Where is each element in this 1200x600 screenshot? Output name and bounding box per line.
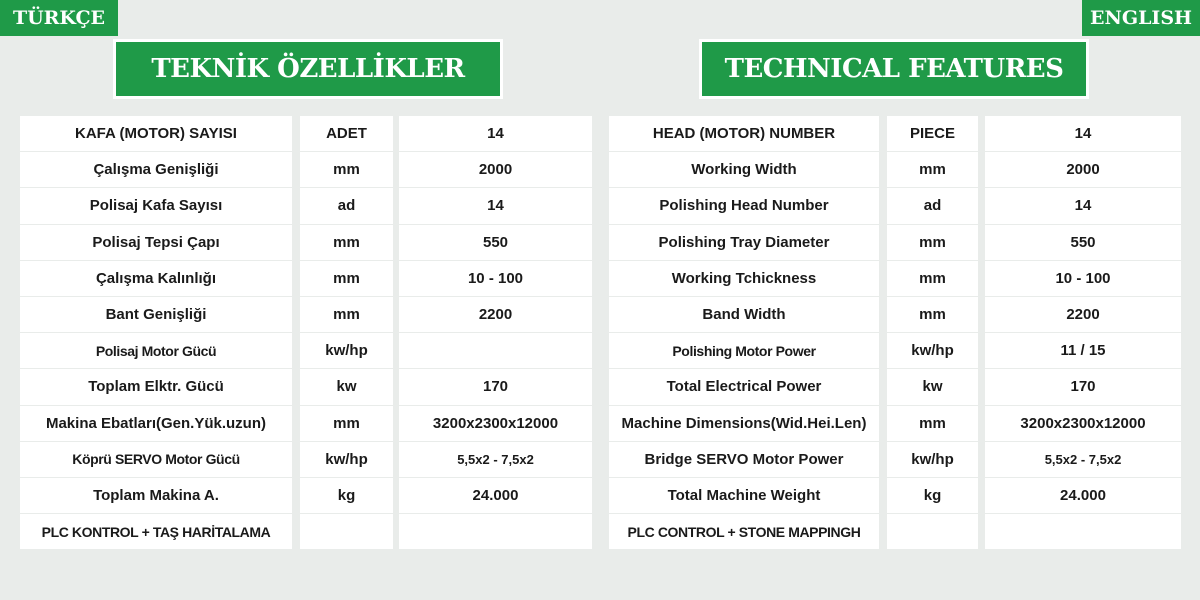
spec-unit: mm: [300, 152, 393, 188]
table-row: [20, 188, 592, 224]
spec-name: Polisaj Motor Gücü: [20, 333, 292, 369]
spec-unit: ad: [887, 188, 978, 224]
spec-value: 14: [985, 188, 1181, 224]
spec-unit: kw/hp: [300, 442, 393, 478]
spec-unit: kw/hp: [887, 333, 978, 369]
spec-unit: ADET: [300, 116, 393, 152]
spec-table-turkish: [20, 116, 592, 550]
spec-name: Total Machine Weight: [609, 478, 879, 514]
table-row: [20, 225, 592, 261]
spec-name: Bant Genişliği: [20, 297, 292, 333]
table-row: [609, 333, 1181, 369]
spec-value: 3200x2300x12000: [399, 406, 592, 442]
title-english: TECHNICAL FEATURES: [702, 42, 1086, 96]
spec-unit: ad: [300, 188, 393, 224]
spec-value: 14: [399, 116, 592, 152]
spec-name: PLC KONTROL + TAŞ HARİTALAMA: [20, 514, 292, 550]
spec-value: 170: [399, 369, 592, 405]
table-row: [20, 261, 592, 297]
language-badge-turkish[interactable]: TÜRKÇE: [0, 0, 118, 36]
spec-name: Çalışma Kalınlığı: [20, 261, 292, 297]
spec-value: [985, 514, 1181, 550]
spec-name: Polishing Tray Diameter: [609, 225, 879, 261]
table-row: [20, 406, 592, 442]
spec-unit: kg: [887, 478, 978, 514]
spec-unit: mm: [300, 261, 393, 297]
spec-unit: kw/hp: [887, 442, 978, 478]
table-row: [609, 478, 1181, 514]
spec-unit: PIECE: [887, 116, 978, 152]
spec-unit: mm: [887, 406, 978, 442]
spec-unit: [300, 514, 393, 550]
spec-unit: mm: [887, 297, 978, 333]
spec-name: Toplam Makina A.: [20, 478, 292, 514]
title-turkish: TEKNİK ÖZELLİKLER: [116, 42, 500, 96]
table-row: [609, 369, 1181, 405]
spec-value: 11 / 15: [985, 333, 1181, 369]
spec-value: 550: [399, 225, 592, 261]
spec-unit: kg: [300, 478, 393, 514]
spec-unit: mm: [300, 297, 393, 333]
spec-value: 10 - 100: [399, 261, 592, 297]
spec-value: 550: [985, 225, 1181, 261]
spec-value: 24.000: [399, 478, 592, 514]
spec-unit: mm: [887, 152, 978, 188]
table-row: [20, 514, 592, 550]
table-row: [20, 297, 592, 333]
spec-name: Köprü SERVO Motor Gücü: [20, 442, 292, 478]
table-row: [20, 116, 592, 152]
table-row: [609, 188, 1181, 224]
spec-name: PLC CONTROL + STONE MAPPINGH: [609, 514, 879, 550]
spec-unit: [887, 514, 978, 550]
spec-name: Polisaj Kafa Sayısı: [20, 188, 292, 224]
spec-name: Band Width: [609, 297, 879, 333]
spec-value: 5,5x2 - 7,5x2: [399, 442, 592, 478]
spec-unit: kw: [300, 369, 393, 405]
spec-value: [399, 333, 592, 369]
table-row: [609, 297, 1181, 333]
spec-value: 2000: [985, 152, 1181, 188]
table-row: [609, 116, 1181, 152]
spec-name: Toplam Elktr. Gücü: [20, 369, 292, 405]
table-row: [20, 369, 592, 405]
spec-name: Machine Dimensions(Wid.Hei.Len): [609, 406, 879, 442]
spec-name: Working Tchickness: [609, 261, 879, 297]
table-row: [20, 152, 592, 188]
spec-name: Polishing Head Number: [609, 188, 879, 224]
spec-value: 170: [985, 369, 1181, 405]
spec-name: Polishing Motor Power: [609, 333, 879, 369]
spec-unit: mm: [887, 261, 978, 297]
spec-value: 24.000: [985, 478, 1181, 514]
table-row: [609, 152, 1181, 188]
spec-unit: mm: [300, 225, 393, 261]
spec-value: 2200: [985, 297, 1181, 333]
spec-value: 10 - 100: [985, 261, 1181, 297]
language-badge-english[interactable]: ENGLISH: [1082, 0, 1200, 36]
spec-name: Bridge SERVO Motor Power: [609, 442, 879, 478]
spec-value: 3200x2300x12000: [985, 406, 1181, 442]
spec-value: 14: [985, 116, 1181, 152]
spec-name: Total Electrical Power: [609, 369, 879, 405]
spec-name: Makina Ebatları(Gen.Yük.uzun): [20, 406, 292, 442]
spec-name: Polisaj Tepsi Çapı: [20, 225, 292, 261]
table-row: [20, 478, 592, 514]
spec-value: 2000: [399, 152, 592, 188]
spec-name: Çalışma Genişliği: [20, 152, 292, 188]
spec-unit: mm: [887, 225, 978, 261]
spec-unit: kw/hp: [300, 333, 393, 369]
table-row: [20, 333, 592, 369]
spec-name: KAFA (MOTOR) SAYISI: [20, 116, 292, 152]
spec-unit: mm: [300, 406, 393, 442]
table-row: [609, 514, 1181, 550]
spec-value: 5,5x2 - 7,5x2: [985, 442, 1181, 478]
spec-name: Working Width: [609, 152, 879, 188]
table-row: [609, 442, 1181, 478]
spec-name: HEAD (MOTOR) NUMBER: [609, 116, 879, 152]
spec-value: [399, 514, 592, 550]
spec-unit: kw: [887, 369, 978, 405]
spec-value: 14: [399, 188, 592, 224]
spec-table-english: [609, 116, 1181, 550]
table-row: [609, 261, 1181, 297]
table-row: [609, 406, 1181, 442]
table-row: [20, 442, 592, 478]
table-row: [609, 225, 1181, 261]
spec-value: 2200: [399, 297, 592, 333]
